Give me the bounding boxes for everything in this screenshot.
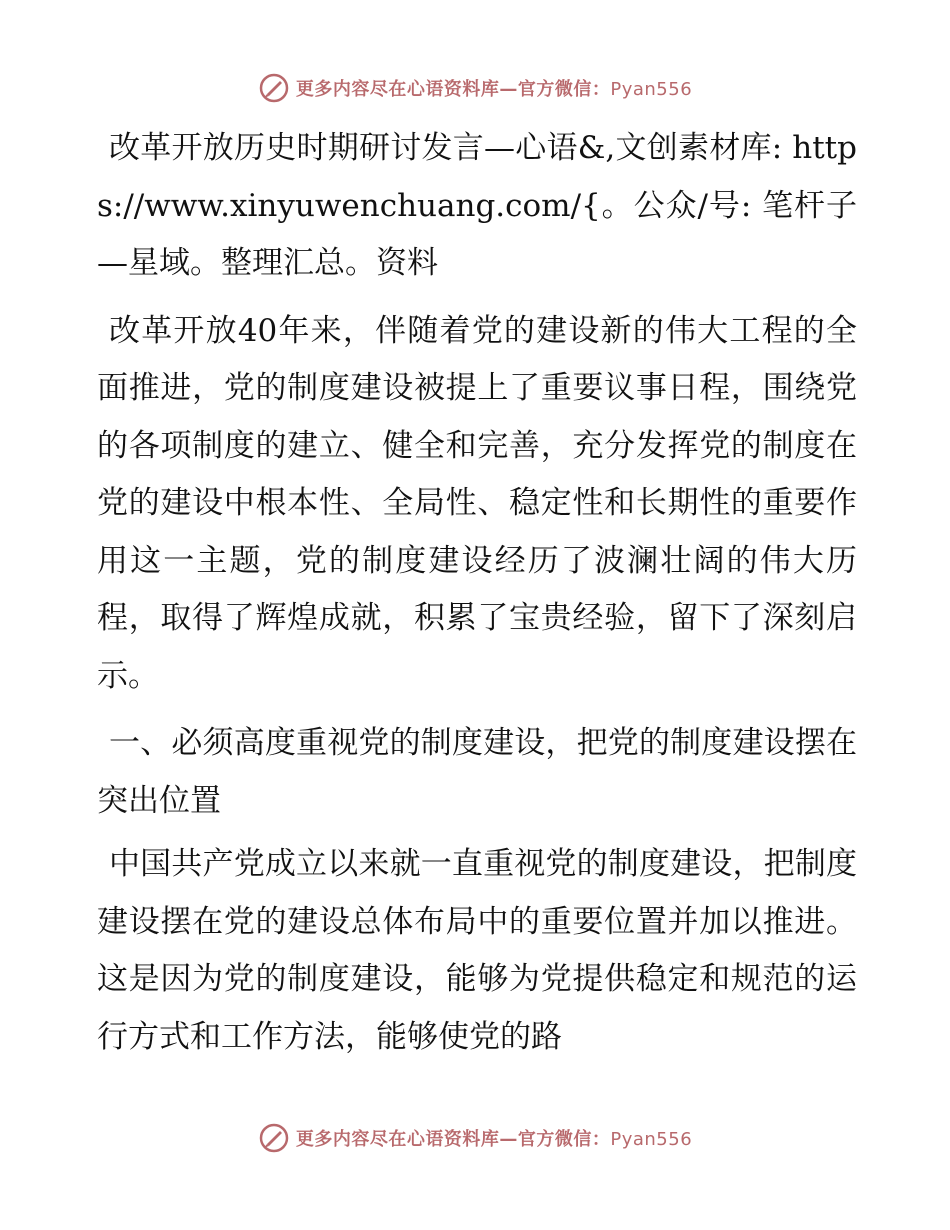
footer-watermark bbox=[0, 1122, 950, 1154]
watermark-wechat-id: Pyan556 bbox=[610, 1129, 693, 1150]
document-body bbox=[97, 120, 857, 1076]
watermark-label: 更多内容尽在心语资料库—官方微信： bbox=[295, 1129, 611, 1150]
watermark-label: 更多内容尽在心语资料库—官方微信： bbox=[295, 79, 611, 100]
paragraph-intro: 改革开放40年来，伴随着党的建设新的伟大工程的全面推进，党的制度建设被提上了重要议事日程，围绕党的各项制度的建立、健全和完善，充分发挥党的制度在党的建设中根本性、全局性、稳定性和长期性的重要作用这一主题，党的制度建设经历了波澜壮阔的伟大历程，取得了辉煌成就，积累了宝贵经验，留下了深刻启示。 bbox=[97, 312, 857, 694]
watermark-text bbox=[296, 75, 692, 101]
document-logo-icon bbox=[258, 72, 290, 104]
document-logo-icon bbox=[258, 1122, 290, 1154]
watermark-wechat-id: Pyan556 bbox=[610, 79, 693, 100]
section-heading: 一、必须高度重视党的制度建设，把党的制度建设摆在突出位置 bbox=[97, 725, 857, 819]
paragraph-body: 中国共产党成立以来就一直重视党的制度建设，把制度建设摆在党的建设总体布局中的重要位置并加以推进。这是因为党的制度建设，能够为党提供稳定和规范的运行方式和工作方法，能够使党的路 bbox=[97, 846, 857, 1055]
title-line: 改革开放历史时期研讨发言—心语&,文创素材库: https://www.xinyuwenchuang.com/{。公众/号: 笔杆子—星域。整理汇总。资料 bbox=[97, 130, 857, 281]
header-watermark bbox=[0, 72, 950, 104]
watermark-text bbox=[296, 1125, 692, 1151]
